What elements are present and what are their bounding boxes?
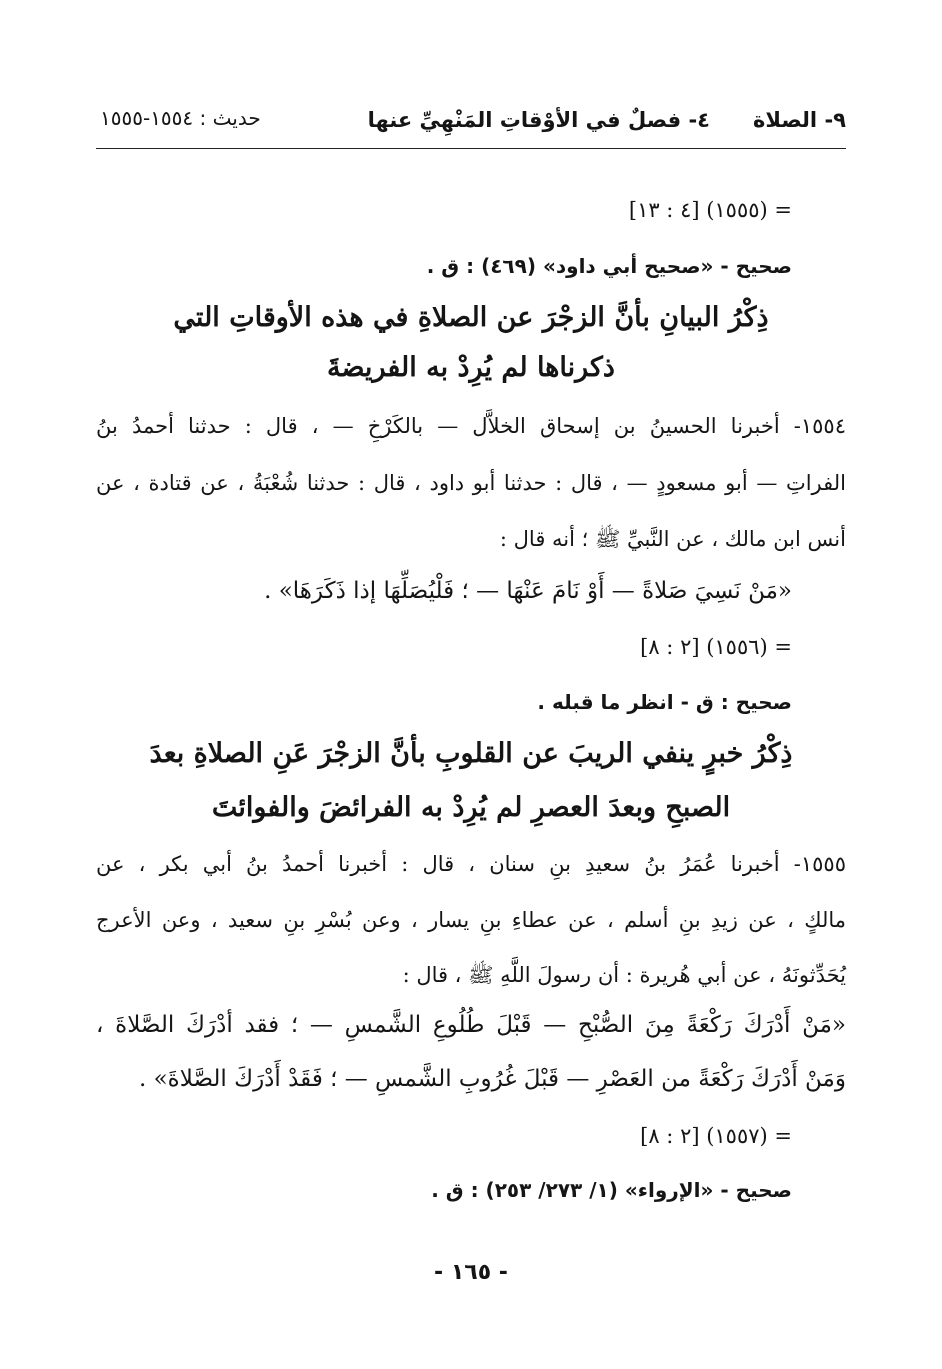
grade-note-1: صحيح - «صحيح أبي داود» (٤٦٩) : ق . — [426, 254, 792, 278]
hadith-1555-line-2: مالكٍ ، عن زيدِ بنِ أسلم ، عن عطاءِ بنِ يسار ، وعن بُسْرِ بنِ سعيد ، وعن الأعرج — [96, 908, 846, 932]
hadith-1555-line-1: ١٥٥٥- أخبرنا عُمَرُ بنُ سعيدِ بنِ سنان ، قال : أخبرنا أحمدُ بنُ أبي بكر ، عن — [96, 852, 846, 876]
running-header-section: ٤- فصلٌ في الأوْقاتِ المَنْهِيِّ عنها — [367, 108, 710, 132]
chapter-heading-2-line-2: الصبحِ وبعدَ العصرِ لم يُرِدْ به الفرائضَ والفوائتَ — [211, 792, 731, 823]
hadith-1555-matn-line-1: «مَنْ أَدْرَكَ رَكْعَةً مِنَ الصُّبْحِ — قَبْلَ طُلُوعِ الشَّمسِ — ؛ فقد أدْرَكَ الصَّلاةَ ، — [96, 1012, 846, 1038]
cross-reference-1556: = (١٥٥٦) [٢ : ٨] — [640, 635, 792, 659]
hadith-1555-line-3: يُحَدِّثونَهُ ، عن أبي هُريرة : أن رسولَ اللَّهِ ﷺ ، قال : — [402, 963, 846, 987]
cross-reference-1555: = (١٥٥٥) [٤ : ١٣] — [628, 198, 792, 222]
grade-note-2: صحيح : ق - انظر ما قبله . — [537, 690, 792, 714]
page-number: - ١٦٥ - — [434, 1260, 508, 1285]
hadith-1554-matn: «مَنْ نَسِيَ صَلاةً — أَوْ نَامَ عَنْهَا — ؛ فَلْيُصَلِّهَا إذا ذَكَرَهَا» . — [264, 578, 792, 604]
running-header-hadith-range: حديث : ١٥٥٤-١٥٥٥ — [100, 106, 261, 130]
chapter-heading-1-line-1: ذِكْرُ البيانِ بأنَّ الزجْرَ عن الصلاةِ في هذه الأوقاتِ التي — [173, 302, 769, 333]
header-rule — [96, 148, 846, 149]
hadith-1554-line-2: الفراتِ — أبو مسعودٍ — ، قال : حدثنا أبو داود ، قال : حدثنا شُعْبَةُ ، عن قتادة ، عن — [96, 471, 846, 495]
hadith-1555-matn-line-2: وَمَنْ أَدْرَكَ رَكْعَةً من العَصْرِ — قَبْلَ غُرُوبِ الشَّمسِ — ؛ فَقَدْ أَدْرَكَ الصَّلاةَ» . — [138, 1066, 846, 1092]
running-header-chapter: ٩- الصلاة — [753, 108, 846, 132]
grade-note-3: صحيح - «الإرواء» (١/ ٢٧٣/ ٢٥٣) : ق . — [431, 1178, 792, 1202]
cross-reference-1557: = (١٥٥٧) [٢ : ٨] — [640, 1124, 792, 1148]
hadith-1554-line-3: أنس ابن مالك ، عن النَّبيِّ ﷺ ؛ أنه قال : — [499, 527, 846, 551]
chapter-heading-2-line-1: ذِكْرُ خبرٍ ينفي الريبَ عن القلوبِ بأنَّ الزجْرَ عَنِ الصلاةِ بعدَ — [149, 738, 793, 769]
chapter-heading-1-line-2: ذكرناها لم يُرِدْ به الفريضةَ — [327, 352, 615, 383]
hadith-1554-line-1: ١٥٥٤- أخبرنا الحسينُ بن إسحاق الخلاَّل — بالكَرْخِ — ، قال : حدثنا أحمدُ بنُ — [96, 414, 846, 438]
